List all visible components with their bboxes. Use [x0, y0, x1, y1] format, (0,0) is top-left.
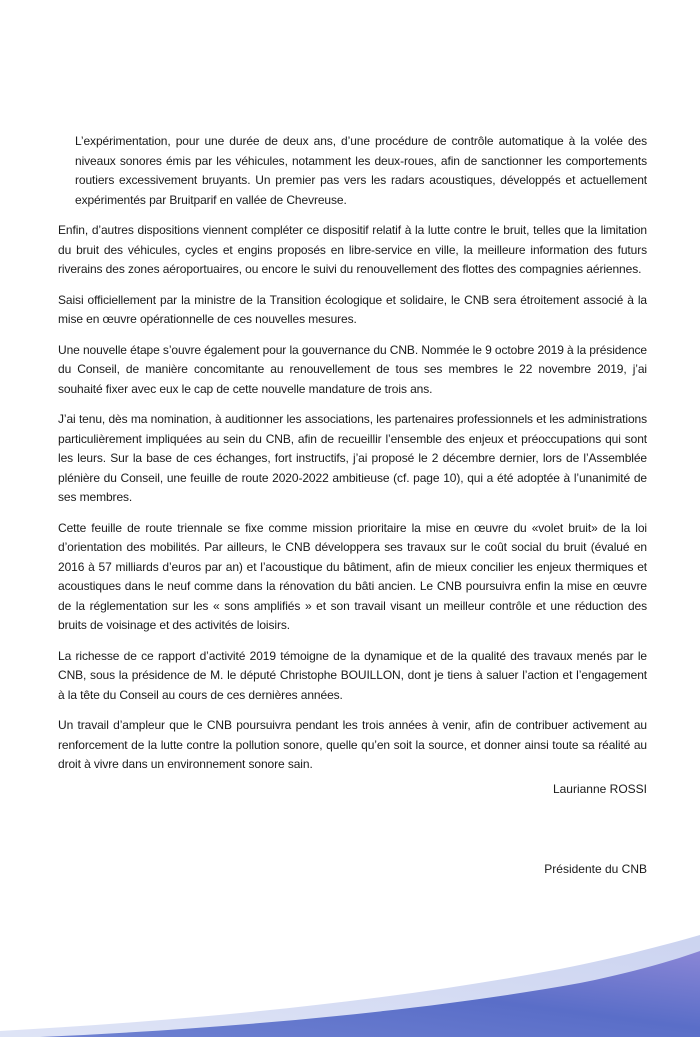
paragraph-experimentation: L’expérimentation, pour une durée de deux ans, d’une procédure de contrôle automatique à la volée des niveaux sonores émis par les véhicules, notamment les deux-roues, afin de sanctionner les comportements routiers excessivement bruyants. Un premier pas vers les radars acoustiques, développés et actuellement expérimentés par Bruitparif en vallée de Chevreuse.: [75, 134, 647, 207]
paragraph-auditions: J’ai tenu, dès ma nomination, à auditionner les associations, les partenaires professionnels et les administrations particulièrement impliquées au sein du CNB, afin de recueillir l’ensemble des enjeux et préoccupations qui sont les leurs. Sur la base de ces échanges, fort instructifs, j’ai proposé le 2 décembre dernier, lors de l’Assemblée plénière du Conseil, une feuille de route 2020-2022 ambitieuse (cf. page 10), qui a été adoptée à l’unanimité de ses membres.: [58, 412, 647, 504]
signature-name: Laurianne ROSSI: [552, 782, 647, 796]
paragraph-gouvernance: Une nouvelle étape s’ouvre également pour la gouvernance du CNB. Nommée le 9 octobre 2019 à la présidence du Conseil, de manière concomitante au renouvellement de tous ses membres le 22 novembre 2019, j’ai souhaité fixer avec eux le cap de cette nouvelle mandature de trois ans.: [58, 342, 647, 396]
paragraph-feuille-de-route: Cette feuille de route triennale se fixe comme mission prioritaire la mise en œuvre du «volet bruit» de la loi d’orientation des mobilités. Par ailleurs, le CNB développera ses travaux sur le coût social du bruit (évalué en 2016 à 57 milliards d’euros par an) et l’acoustique du bâtiment, afin de mieux concilier les enjeux thermiques et acoustiques dans le neuf comme dans la rénovation du bâti ancien. Le CNB poursuivra enfin la mise en œuvre de la réglementation sur les « sons amplifiés » et son travail visant un meilleur contrôle et une réduction des bruits de voisinage et des activités de loisirs.: [58, 520, 647, 632]
paragraph-rapport: La richesse de ce rapport d’activité 2019 témoigne de la dynamique et de la qualité des travaux menés par le CNB, sous la présidence de M. le député Christophe BOUILLON, dont je tiens à saluer l’action et l’engagement à la tête du Conseil au cours de ces dernières années.: [58, 648, 647, 702]
decorative-wave-band: [0, 917, 700, 1037]
signature-title: Présidente du CNB: [544, 862, 647, 876]
paragraph-saisine: Saisi officiellement par la ministre de la Transition écologique et solidaire, le CNB sera étroitement associé à la mise en œuvre opérationnelle de ces nouvelles mesures.: [58, 292, 647, 326]
letter-body: [58, 132, 647, 786]
paragraph-dispositions: Enfin, d’autres dispositions viennent compléter ce dispositif relatif à la lutte contre le bruit, telles que la limitation du bruit des véhicules, cycles et engins proposés en libre-service en ville, la meilleure information des futurs riverains des zones aéroportuaires, ou encore le suivi du renouvellement des flottes des compagnies aériennes.: [58, 223, 647, 276]
paragraph-conclusion: Un travail d’ampleur que le CNB poursuivra pendant les trois années à venir, afin de contribuer activement au renforcement de la lutte contre la pollution sonore, quelle qu’en soit la source, et donner ainsi toute sa réalité au droit à vivre dans un environnement sonore sain.: [58, 718, 647, 771]
